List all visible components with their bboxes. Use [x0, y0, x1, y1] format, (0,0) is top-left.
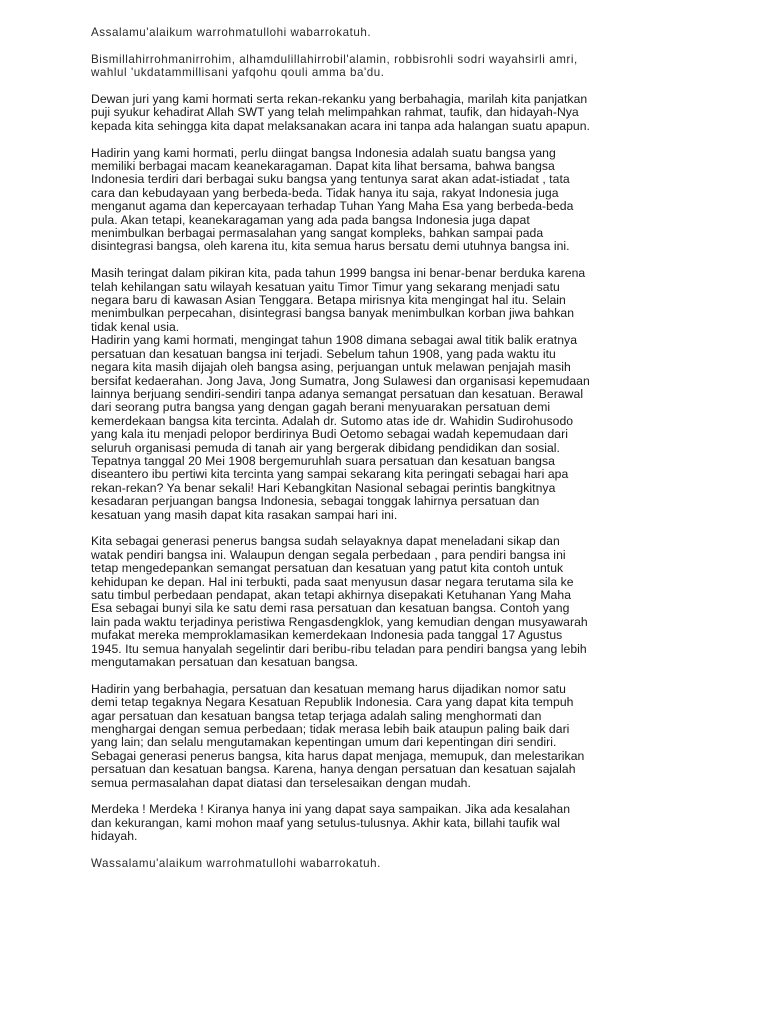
paragraph-founders: Kita sebagai generasi penerus bangsa sudah selayaknya dapat meneladani sikap dan watak pendiri bangsa ini. Walaupun dengan segala perbedaan , para pendiri bangsa ini tetap mengedepankan semangat persatuan dan kesatuan yang patut kita contoh untuk kehidupan ke depan. Hal ini terbukti, pada saat menyusun dasar negara terutama sila ke satu timbul perbedaan pendapat, akan tetapi akhirnya disepakati Ketuhanan Yang Maha Esa sebagai bunyi sila ke satu demi rasa persatuan dan kesatuan bangsa. Contoh yang lain pada waktu terjadinya peristiwa Rengasdengklok, yang kemudian dengan musyawarah mufakat mereka memproklamasikan kemerdekaan Indonesia pada tanggal 17 Agustus 1945. Itu semua hanyalah segelintir dari beribu-ribu teladan para pendiri bangsa yang lebih mengutamakan persatuan dan kesatuan bangsa. [91, 534, 588, 670]
opening-salam: Assalamu'alaikum warrohmatullohi wabarrokatuh. [91, 26, 372, 39]
paragraph-diversity: Hadirin yang kami hormati, perlu diingat bangsa Indonesia adalah suatu bangsa yang memiliki berbagai macam keanekaragaman. Dapat kita lihat bersama, bahwa bangsa Indonesia terdiri dari berbagai suku bangsa yang tentunya sarat akan adat-istiadat , tata cara dan kebudayaan yang berbeda-beda. Tidak hanya itu saja, rakyat Indonesia juga menganut agama dan kepercayaan terhadap Tuhan Yang Maha Esa yang berbeda-beda pula. Akan tetapi, keanekaragaman yang ada pada bangsa Indonesia juga dapat menimbulkan berbagai permasalahan yang sangat kompleks, bahkan sampai pada disintegrasi bangsa, oleh karena itu, kita semua harus bersatu demi utuhnya bangsa ini. [91, 145, 574, 254]
paragraph-1908: Hadirin yang kami hormati, mengingat tahun 1908 dimana sebagai awal titik balik eratnya persatuan dan kesatuan bangsa ini terjadi. Sebelum tahun 1908, yang pada waktu itu negara kita masih dijajah oleh bangsa asing, perjuangan untuk melawan penjajah masih bersifat kedaerahan. Jong Java, Jong Sumatra, Jong Sulawesi dan organisasi kepemudaan lainnya berjuang sendiri-sendiri tanpa adanya semangat persatuan dan kesatuan. Berawal dari seorang putra bangsa yang dengan gagah berani menyuarakan persatuan demi kemerdekaan bangsa kita tercinta. Adalah dr. Sutomo atas ide dr. Wahidin Sudirohusodo yang kala itu menjadi pelopor berdirinya Budi Oetomo sebagai wadah kepemudaan dari seluruh organisasi pemuda di tanah air yang bergerak dibidang pendidikan dan sosial. Tepatnya tanggal 20 Mei 1908 bergemuruhlah suara persatuan dan kesatuan bangsa diseantero ibu pertiwi kita tercinta yang sampai sekarang kita peringati sebagai hari apa rekan-rekan? Ya benar sekali! Hari Kebangkitan Nasional sebagai perintis bangkitnya kesadaran perjuangan bangsa Indonesia, sebagai tonggak lahirnya persatuan dan kesatuan yang masih dapat kita rasakan sampai hari ini. [91, 333, 590, 522]
speech-text [91, 26, 683, 884]
closing-salam: Wassalamu'alaikum warrohmatullohi wabarrokatuh. [91, 857, 381, 871]
paragraph-unity: Hadirin yang berbahagia, persatuan dan kesatuan memang harus dijadikan nomor satu demi tetap tegaknya Negara Kesatuan Republik Indonesia. Cara yang dapat kita tempuh agar persatuan dan kesatuan bangsa tetap terjaga adalah saling menghormati dan menghargai dengan semua perbedaan; tidak merasa lebih baik ataupun paling baik dari yang lain; dan selalu mengutamakan kepentingan umum dari kepentingan diri sendiri. Sebagai generasi penerus bangsa, kita harus dapat menjaga, memupuk, dan melestarikan persatuan dan kesatuan bangsa. Karena, hanya dengan persatuan dan kesatuan sajalah semua permasalahan dapat diatasi dan terselesaikan dengan mudah. [91, 681, 585, 790]
basmalah-paragraph: Bismillahirrohmanirrohim, alhamdulillahirrobil'alamin, robbisrohli sodri wayahsirli amri, wahlul 'ukdatammillisani yafqohu qouli amma ba'du. [91, 52, 578, 80]
paragraph-timor-timur: Masih teringat dalam pikiran kita, pada tahun 1999 bangsa ini benar-benar berduka karena telah kehilangan satu wilayah kesatuan yaitu Timor Timur yang sekarang menjadi satu negara baru di kawasan Asian Tenggara. Betapa mirisnya kita mengingat hal itu. Selain menimbulkan perpecahan, disintegrasi bangsa banyak menimbulkan korban jiwa bahkan tidak kenal usia. [91, 266, 586, 334]
paragraph-closing: Merdeka ! Merdeka ! Kiranya hanya ini yang dapat saya sampaikan. Jika ada kesalahan dan kekurangan, kami mohon maaf yang setulus-tulusnya. Akhir kata, billahi taufik wal hidayah. [91, 802, 571, 844]
paragraph-opening: Dewan juri yang kami hormati serta rekan-rekanku yang berbahagia, marilah kita panjatkan puji syukur kehadirat Allah SWT yang telah melimpahkan rahmat, taufik, dan hidayah-Nya kepada kita sehingga kita dapat melaksanakan acara ini tanpa ada halangan suatu apapun. [91, 92, 590, 133]
